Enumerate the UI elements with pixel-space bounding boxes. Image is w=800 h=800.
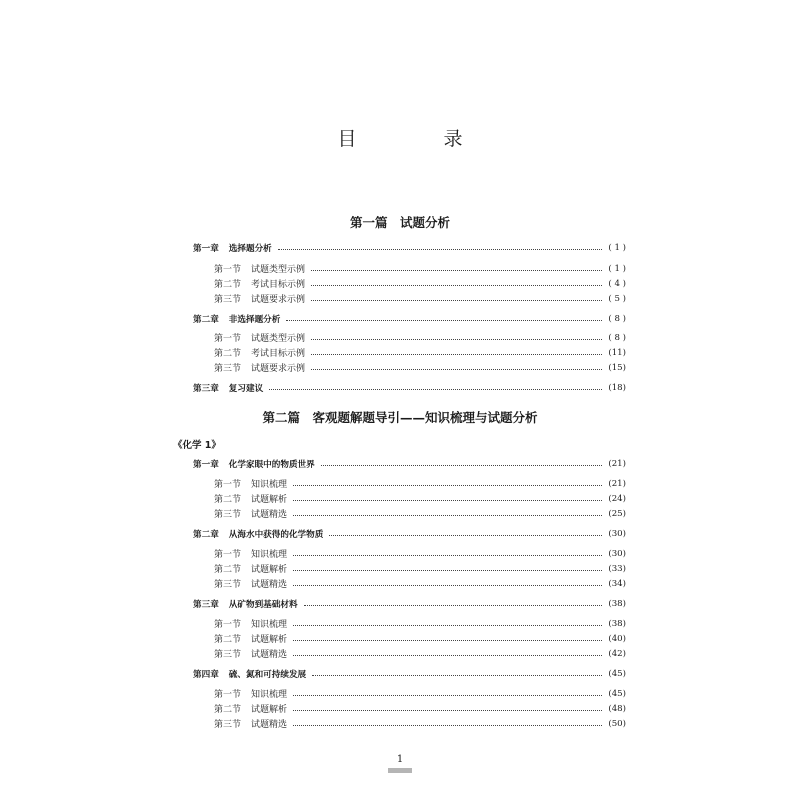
dot-leader	[311, 369, 602, 370]
toc-entry-number: 第一节	[214, 620, 242, 630]
dot-leader	[286, 320, 602, 321]
dot-leader	[311, 300, 602, 301]
toc-entry-name: 试题精选	[251, 720, 288, 730]
toc-entry-name: 试题要求示例	[251, 364, 306, 374]
toc-entry-number: 第三节	[214, 580, 242, 590]
toc-entry-number: 第三节	[214, 720, 242, 730]
dot-leader	[293, 625, 602, 626]
toc-entry-number: 第二章	[193, 529, 219, 540]
dot-leader	[293, 725, 602, 726]
toc-section-row[interactable]	[214, 632, 626, 645]
toc-entry-number: 第一节	[214, 480, 242, 490]
toc-page-ref: (33)	[608, 563, 626, 574]
toc-entry-number: 第三章	[193, 599, 219, 610]
toc-entry-name: 试题解析	[251, 705, 288, 715]
toc-page-ref: ( 4 )	[608, 278, 626, 289]
dot-leader	[311, 339, 602, 340]
toc-section-row[interactable]	[214, 292, 626, 305]
toc-page-ref: (38)	[608, 618, 626, 629]
dot-leader	[304, 605, 603, 606]
toc-section-row[interactable]	[214, 492, 626, 505]
toc-section-row[interactable]	[214, 277, 626, 290]
toc-section-row[interactable]	[214, 687, 626, 700]
toc-entry-name: 试题精选	[251, 580, 288, 590]
toc-page-ref: ( 5 )	[608, 293, 626, 304]
dot-leader	[311, 270, 602, 271]
dot-leader	[321, 465, 603, 466]
toc-entry-number: 第二节	[214, 635, 242, 645]
toc-page-ref: (34)	[608, 578, 626, 589]
toc-page-ref: (30)	[608, 528, 626, 539]
footer-decoration	[388, 768, 412, 773]
dot-leader	[311, 354, 602, 355]
toc-chapter-row[interactable]	[193, 312, 626, 325]
toc-entry-number: 第一节	[214, 550, 242, 560]
toc-page-ref: ( 8 )	[608, 313, 626, 324]
part-title-2: 第二篇 客观题解题导引——知识梳理与试题分析	[262, 410, 538, 425]
toc-entry-name: 硫、氮和可持续发展	[228, 669, 307, 680]
toc-entry-name: 试题解析	[251, 565, 288, 575]
toc-entry-number: 第二节	[214, 565, 242, 575]
toc-section-row[interactable]	[214, 577, 626, 590]
toc-entry-name: 试题精选	[251, 510, 288, 520]
toc-entry-name: 试题解析	[251, 635, 288, 645]
toc-page-ref: ( 8 )	[608, 332, 626, 343]
toc-entry-name: 考试目标示例	[251, 280, 306, 290]
toc-entry-number: 第三节	[214, 295, 242, 305]
toc-entry-name: 考试目标示例	[251, 349, 306, 359]
dot-leader	[293, 695, 602, 696]
toc-section-row[interactable]	[214, 331, 626, 344]
toc-chapter-row[interactable]	[193, 597, 626, 610]
toc-entry-number: 第二节	[214, 495, 242, 505]
toc-chapter-row[interactable]	[193, 667, 626, 680]
book-label: 《化学 1》	[173, 440, 221, 451]
page-number: 1	[396, 754, 404, 765]
toc-entry-number: 第一节	[214, 334, 242, 344]
toc-entry-number: 第一章	[193, 243, 219, 254]
toc-page-ref: (42)	[608, 648, 626, 659]
toc-entry-number: 第一章	[193, 459, 219, 470]
toc-page-ref: (21)	[608, 478, 626, 489]
toc-entry-number: 第三节	[214, 510, 242, 520]
toc-entry-name: 知识梳理	[251, 550, 288, 560]
toc-page-ref: ( 1 )	[608, 263, 626, 274]
toc-page-ref: (24)	[608, 493, 626, 504]
toc-entry-name: 从海水中获得的化学物质	[228, 529, 324, 540]
toc-section-row[interactable]	[214, 361, 626, 374]
dot-leader	[278, 249, 603, 250]
dot-leader	[293, 500, 602, 501]
toc-entry-name: 试题类型示例	[251, 334, 306, 344]
toc-section-row[interactable]	[214, 507, 626, 520]
dot-leader	[293, 555, 602, 556]
toc-section-row[interactable]	[214, 346, 626, 359]
toc-page-ref: (25)	[608, 508, 626, 519]
toc-section-row[interactable]	[214, 262, 626, 275]
toc-page-ref: (15)	[608, 362, 626, 373]
dot-leader	[311, 285, 602, 286]
toc-page-ref: (45)	[608, 668, 626, 679]
toc-chapter-row[interactable]	[193, 241, 626, 254]
toc-page-ref: (45)	[608, 688, 626, 699]
dot-leader	[293, 655, 602, 656]
toc-page-ref: (21)	[608, 458, 626, 469]
toc-title: 目 录	[337, 128, 497, 150]
toc-entry-name: 从矿物到基础材料	[228, 599, 298, 610]
toc-entry-name: 试题类型示例	[251, 265, 306, 275]
toc-chapter-row[interactable]	[193, 457, 626, 470]
toc-entry-name: 试题解析	[251, 495, 288, 505]
toc-chapter-row[interactable]	[193, 381, 626, 394]
toc-entry-number: 第三章	[193, 383, 219, 394]
dot-leader	[269, 389, 602, 390]
toc-section-row[interactable]	[214, 562, 626, 575]
toc-entry-name: 知识梳理	[251, 690, 288, 700]
toc-entry-name: 知识梳理	[251, 480, 288, 490]
dot-leader	[312, 675, 602, 676]
part-title-1: 第一篇 试题分析	[349, 215, 450, 230]
toc-entry-number: 第一节	[214, 690, 242, 700]
toc-entry-number: 第二节	[214, 349, 242, 359]
toc-entry-name: 非选择题分析	[228, 314, 281, 325]
toc-page-ref: (40)	[608, 633, 626, 644]
toc-entry-number: 第四章	[193, 669, 219, 680]
dot-leader	[293, 570, 602, 571]
toc-entry-name: 知识梳理	[251, 620, 288, 630]
toc-entry-name: 试题精选	[251, 650, 288, 660]
toc-section-row[interactable]	[214, 647, 626, 660]
toc-section-row[interactable]	[214, 702, 626, 715]
toc-entry-name: 试题要求示例	[251, 295, 306, 305]
toc-page-ref: (11)	[608, 347, 626, 358]
dot-leader	[329, 535, 602, 536]
toc-chapter-row[interactable]	[193, 527, 626, 540]
dot-leader	[293, 515, 602, 516]
toc-entry-number: 第二节	[214, 705, 242, 715]
toc-entry-number: 第三节	[214, 650, 242, 660]
toc-entry-name: 化学家眼中的物质世界	[228, 459, 315, 470]
dot-leader	[293, 710, 602, 711]
dot-leader	[293, 485, 602, 486]
toc-page-ref: ( 1 )	[608, 242, 626, 253]
toc-section-row[interactable]	[214, 617, 626, 630]
toc-section-row[interactable]	[214, 477, 626, 490]
toc-page-ref: (50)	[608, 718, 626, 729]
toc-page-ref: (38)	[608, 598, 626, 609]
toc-entry-number: 第二章	[193, 314, 219, 325]
toc-entry-number: 第三节	[214, 364, 242, 374]
toc-section-row[interactable]	[214, 717, 626, 730]
dot-leader	[293, 640, 602, 641]
toc-page-ref: (30)	[608, 548, 626, 559]
toc-section-row[interactable]	[214, 547, 626, 560]
toc-entry-name: 选择题分析	[228, 243, 272, 254]
dot-leader	[293, 585, 602, 586]
toc-entry-number: 第一节	[214, 265, 242, 275]
toc-page-ref: (18)	[608, 382, 626, 393]
toc-entry-name: 复习建议	[228, 383, 264, 394]
toc-page-ref: (48)	[608, 703, 626, 714]
toc-entry-number: 第二节	[214, 280, 242, 290]
